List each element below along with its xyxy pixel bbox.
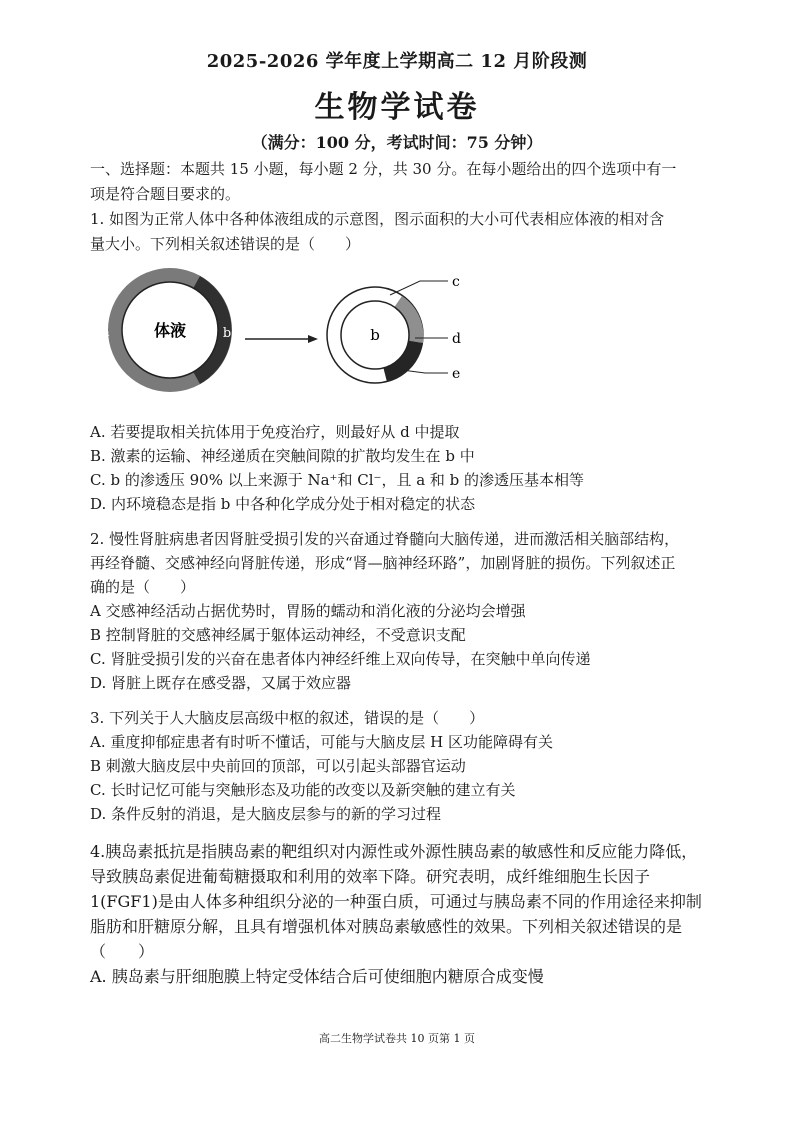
- exam-meta: （满分：100 分，考试时间：75 分钟）: [251, 133, 543, 152]
- diagram-arrow-head: [308, 335, 318, 343]
- q2-option-d: D. 肾脏上既存在感受器，又属于效应器: [90, 674, 352, 692]
- leader-e: [402, 370, 448, 373]
- q4-stem-line2: 导致胰岛素促进葡萄糖摄取和利用的效率下降。研究表明，成纤维细胞生长因子: [90, 867, 651, 886]
- left-center-label: 体液: [153, 321, 187, 340]
- section-instructions-line1: 一、选择题：本题共 15 小题，每小题 2 分，共 30 分。在每小题给出的四个选项中有一: [90, 160, 677, 178]
- label-c: c: [452, 274, 460, 290]
- right-center-label: b: [370, 326, 380, 344]
- left-label-a: a: [102, 325, 110, 339]
- q4-stem-line5: （ ）: [90, 942, 155, 961]
- exam-title: 生物学试卷: [314, 90, 480, 125]
- q1-stem-line2: 量大小。下列相关叙述错误的是（ ）: [90, 235, 361, 253]
- q2-stem-line1: 2. 慢性肾脏病患者因肾脏受损引发的兴奋通过脊髓向大脑传递，进而激活相关脑部结构，: [90, 530, 680, 548]
- q2-option-b: B 控制肾脏的交感神经属于躯体运动神经，不受意识支配: [90, 626, 466, 644]
- q2-stem-line3: 确的是（ ）: [90, 578, 196, 596]
- body-fluid-diagram: [90, 265, 490, 395]
- q1-option-b: B. 激素的运输、神经递质在突触间隙的扩散均发生在 b 中: [90, 447, 475, 465]
- q4-stem-line3: 1(FGF1)是由人体多种组织分泌的一种蛋白质，可通过与胰岛素不同的作用途径来抑制: [90, 892, 702, 911]
- label-d: d: [452, 331, 461, 347]
- q4-stem-line1: 4.胰岛素抵抗是指胰岛素的靶组织对内源性或外源性胰岛素的敏感性和反应能力降低，: [90, 842, 698, 861]
- q3-stem: 3. 下列关于人大脑皮层高级中枢的叙述，错误的是（ ）: [90, 709, 485, 727]
- q1-option-a: A. 若要提取相关抗体用于免疫治疗，则最好从 d 中提取: [90, 423, 460, 441]
- exam-term-heading: 2025-2026 学年度上学期高二 12 月阶段测: [206, 51, 588, 72]
- q3-option-d: D. 条件反射的消退，是大脑皮层参与的新的学习过程: [90, 805, 442, 823]
- q2-option-a: A 交感神经活动占据优势时，胃肠的蠕动和消化液的分泌均会增强: [90, 602, 526, 620]
- q2-stem-line2: 再经脊髓、交感神经向肾脏传递，形成“肾—脑神经环路”，加剧肾脏的损伤。下列叙述正: [90, 554, 676, 572]
- q3-option-c: C. 长时记忆可能与突触形态及功能的改变以及新突触的建立有关: [90, 781, 516, 799]
- q1-stem-line1: 1. 如图为正常人体中各种体液组成的示意图，图示面积的大小可代表相应体液的相对含: [90, 210, 665, 228]
- q4-option-a: A. 胰岛素与肝细胞膜上特定受体结合后可使细胞内糖原合成变慢: [90, 967, 544, 986]
- q3-option-a: A. 重度抑郁症患者有时听不懂话，可能与大脑皮层 H 区功能障碍有关: [90, 733, 553, 751]
- section-instructions-line2: 项是符合题目要求的。: [90, 185, 241, 203]
- q1-option-c: C. b 的渗透压 90% 以上来源于 Na⁺和 Cl⁻，且 a 和 b 的渗透压基本相等: [90, 471, 585, 489]
- q3-option-b: B 刺激大脑皮层中央前回的顶部，可以引起头部器官运动: [90, 757, 466, 775]
- page-footer: 高二生物学试卷共 10 页第 1 页: [319, 1032, 475, 1045]
- left-label-b: b: [222, 326, 232, 341]
- q1-option-d: D. 内环境稳态是指 b 中各种化学成分处于相对稳定的状态: [90, 495, 476, 513]
- label-e: e: [452, 366, 461, 382]
- q4-stem-line4: 脂肪和肝糖原分解，且具有增强机体对胰岛素敏感性的效果。下列相关叙述错误的是: [90, 917, 683, 936]
- q2-option-c: C. 肾脏受损引发的兴奋在患者体内神经纤维上双向传导，在突触中单向传递: [90, 650, 591, 668]
